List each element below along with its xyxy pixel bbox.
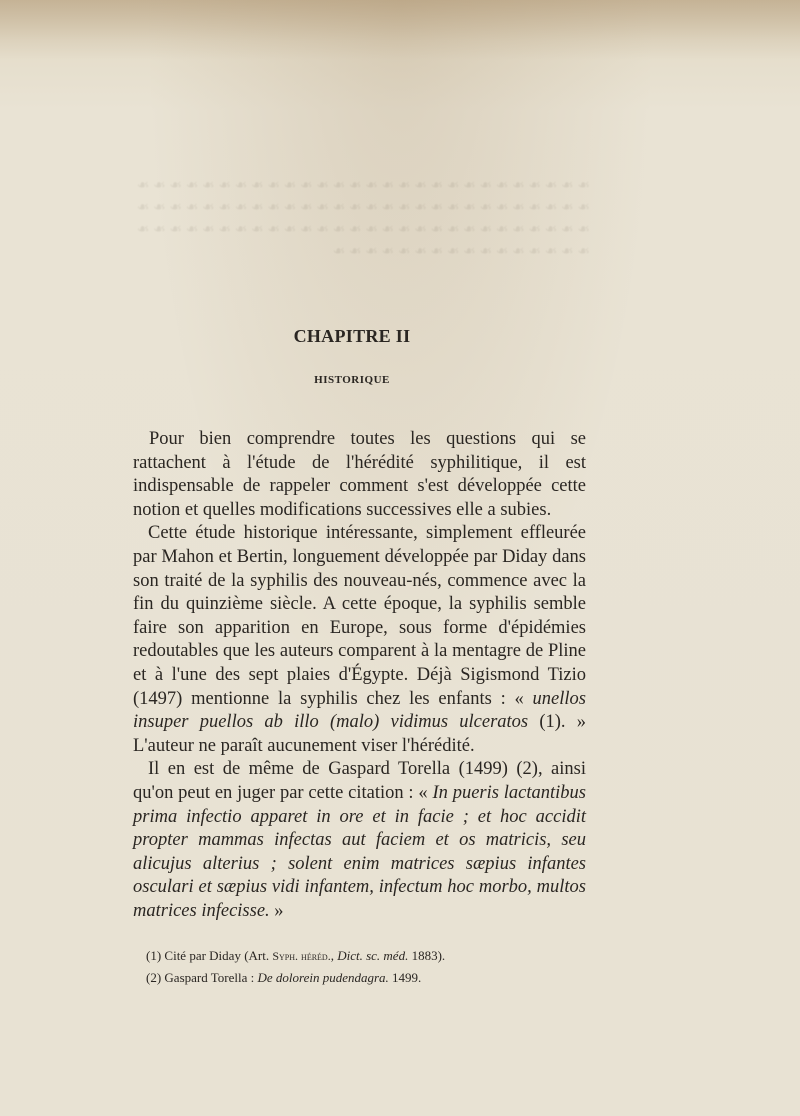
footnote-2-text-b: 1499. [388,970,422,985]
paragraph-2-text-a: Cette étude historique intéressante, simplement effleurée par Mahon et Bertin, longuement développée par Diday dans son traité de la syphilis des nouveau-nés, commence avec la fin du quinzième siècle. A cette époque, la syphilis semble faire son apparition en Europe, sous forme d'épidémies redoutables que les auteurs comparent à la mentagre de Pline et à l'une des sept plaies d'Égypte. Déjà Sigismond Tizio (1497) mentionne la syphilis chez les enfants : « [133,523,586,709]
show-through-text: ❧ ❧ ❧ ❧ ❧ ❧ ❧ ❧ ❧ ❧ ❧ ❧ ❧ ❧ ❧ ❧ ❧ ❧ ❧ ❧ ❧ ❧ ❧ ❧ ❧ ❧ ❧ ❧ ❧ ❧ ❧ ❧ ❧ ❧ ❧ ❧ ❧ ❧ ❧ ❧ ❧ ❧ ❧ ❧ ❧ ❧ ❧ ❧ ❧ ❧ ❧ ❧ ❧ ❧ ❧ ❧ ❧ ❧ ❧ ❧ ❧ ❧ ❧ ❧ ❧ ❧ ❧ ❧ ❧ ❧ ❧ ❧ ❧ ❧ ❧ ❧ ❧ ❧ ❧ ❧ ❧ ❧ ❧ ❧ ❧ ❧ ❧ ❧ ❧ ❧ ❧ ❧ ❧ ❧ ❧ ❧ ❧ ❧ ❧ ❧ [136,178,590,260]
footnote-1-text-c: 1883). [408,948,446,963]
paragraph-3 [133,758,586,923]
footnote-1-italic: Dict. sc. méd. [337,948,409,963]
body-text [133,428,586,923]
paragraph-3-latin-quote: In pueris lactantibus prima infectio apparet in ore et in facie ; et hoc accidit propter mammas infectas aut faciem et os matricis, seu alicujus alterius ; solent enim matrices sæpius infantes osculari et sæpius vidi infantem, infectum hoc morbo, multos matrices infecisse. [133,782,586,921]
chapter-title: CHAPITRE II [293,326,411,346]
footnote-2-italic: De dolorein pudendagra. [257,970,389,985]
footnote-1-text-a: (1) Cité par Diday (Art. [146,948,273,963]
chapter-subtitle: HISTORIQUE [314,374,390,386]
paragraph-1: Pour bien comprendre toutes les questions qui se rattachent à l'étude de l'hérédité syphilitique, il est indispensable de rappeler comment s'est développée cette notion et quelles modifications successives elle a subies. [133,429,586,520]
page-top-shadow [0,0,800,60]
paragraph-3-text-a: Il en est de même de Gaspard Torella (1499) (2), ainsi qu'on peut en juger par cette citation : « [133,759,586,803]
paragraph-3-text-b: » [269,900,284,921]
paragraph-2-text-b: (1). » L'auteur ne paraît aucunement viser l'hérédité. [133,712,586,756]
footnotes [146,945,586,988]
footnote-1-smallcaps: Syph. héréd. [272,949,331,963]
paragraph-2-latin-quote: unellos insuper puellos ab illo (malo) vidimus ulceratos [133,688,586,733]
footnote-2-text-a: (2) Gaspard Torella : [146,970,258,985]
footnote-1 [146,945,586,967]
paragraph-2 [133,522,586,758]
footnote-1-text-b: , [330,948,338,963]
footnote-2 [146,967,586,988]
